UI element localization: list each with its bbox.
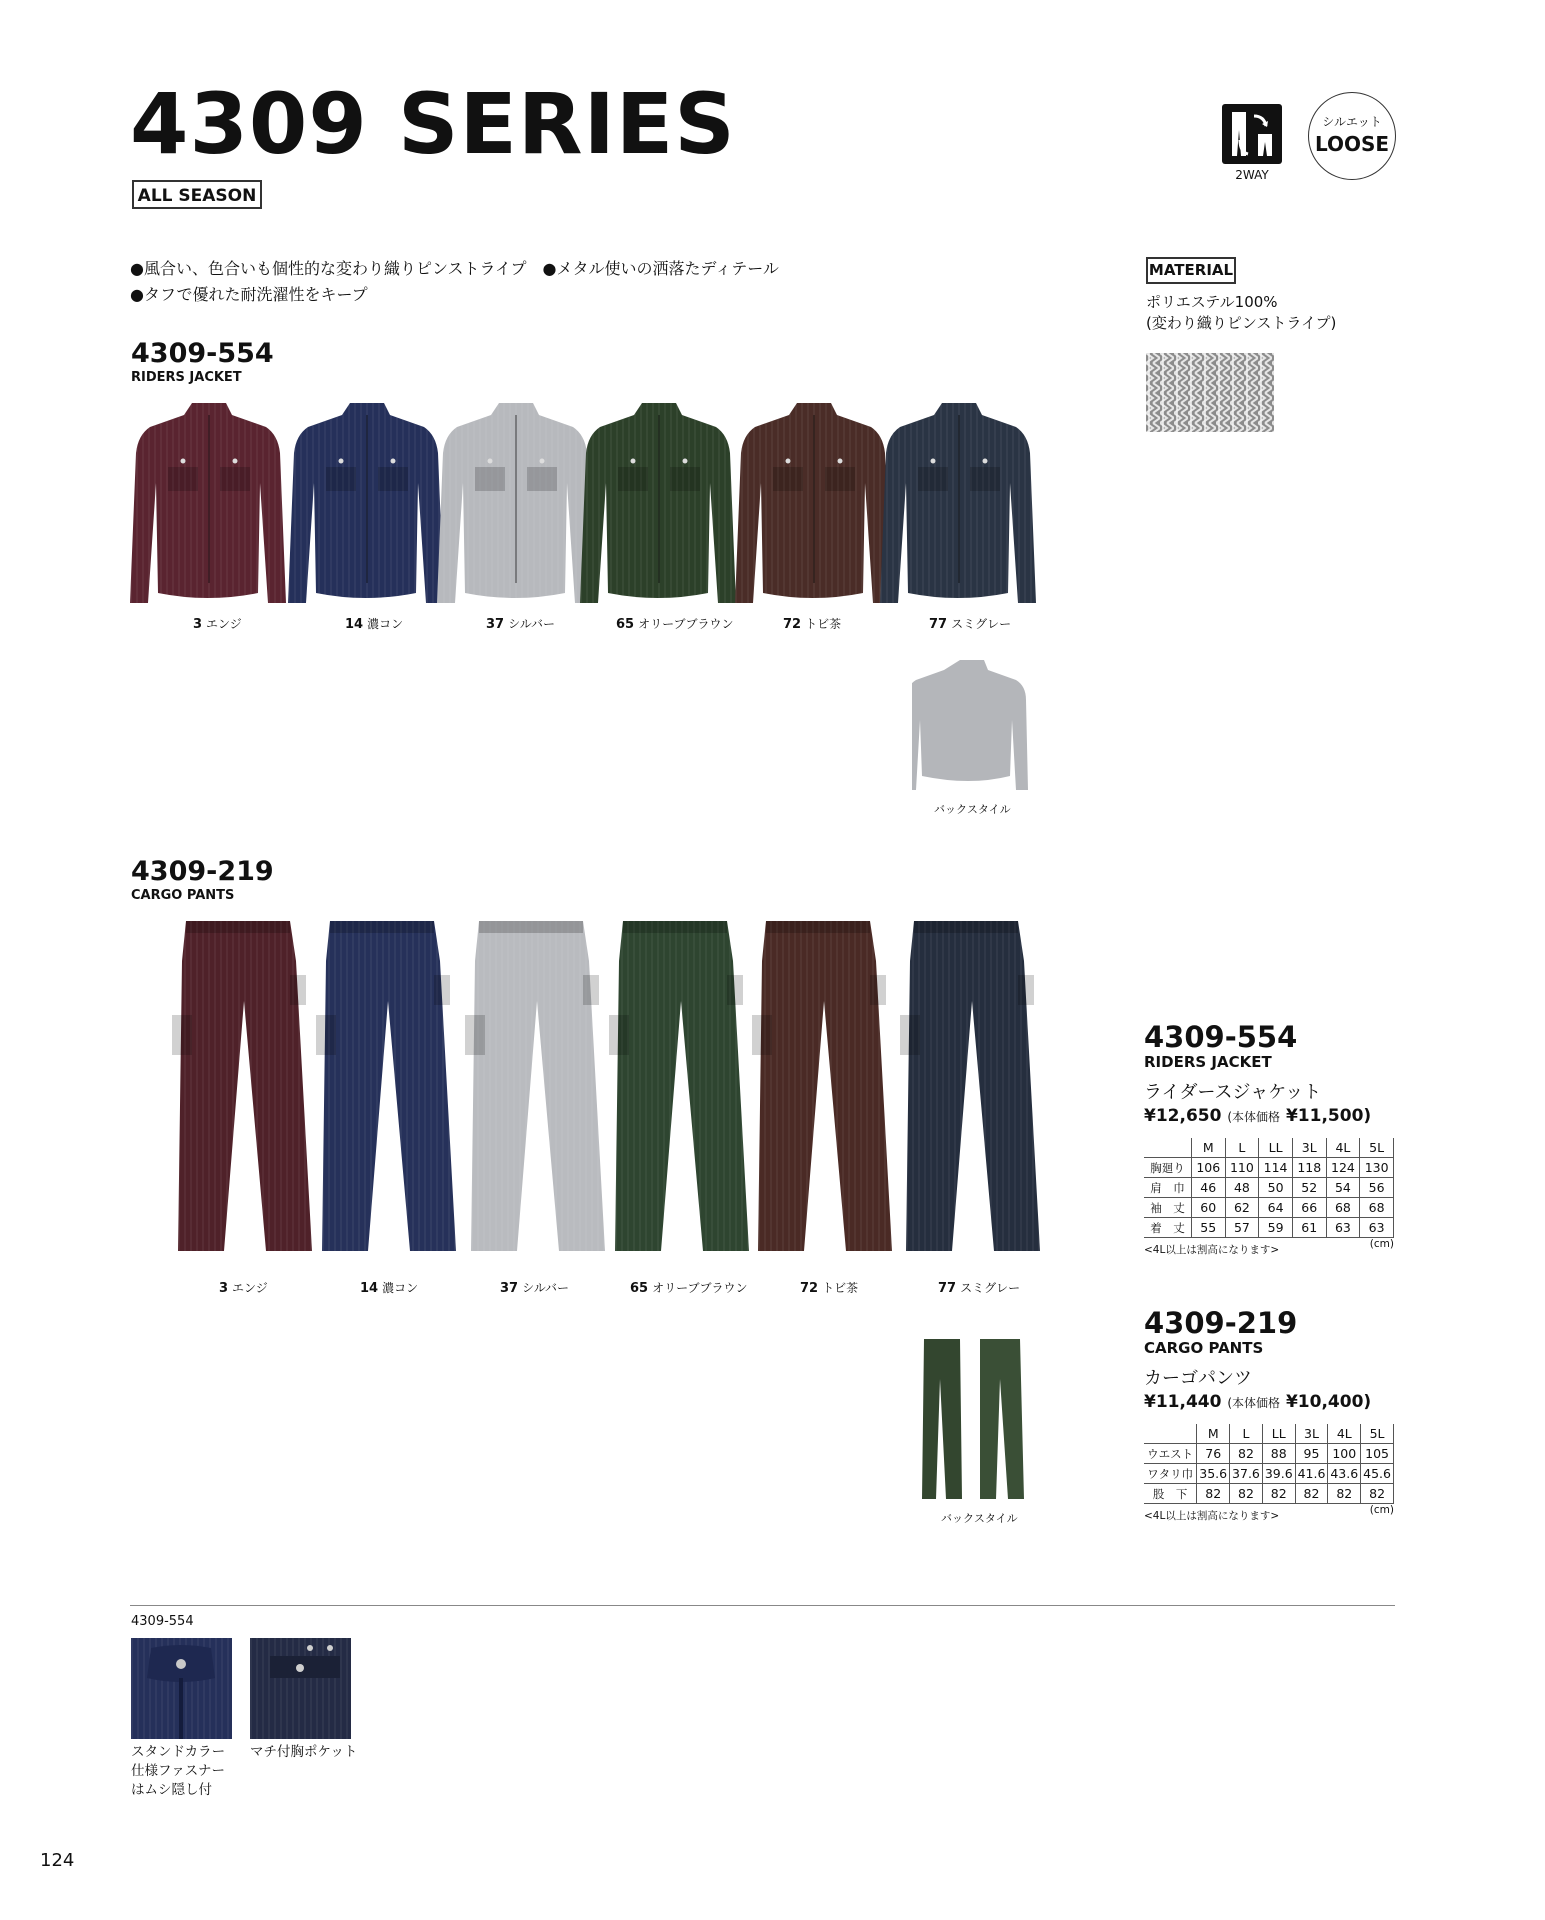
size-header: LL (1262, 1424, 1295, 1444)
spec-pants-unit: (cm) (1369, 1504, 1394, 1516)
spec-jacket-price-base: ¥11,500) (1285, 1106, 1372, 1126)
pants-color-label (938, 1279, 1020, 1296)
measure-value: 39.6 (1262, 1464, 1295, 1484)
measure-value: 37.6 (1230, 1464, 1263, 1484)
color-name: シルバー (522, 1281, 569, 1295)
pants-color-label (360, 1279, 418, 1296)
spec-jacket-unit: (cm) (1369, 1238, 1394, 1250)
detail-code: 4309-554 (131, 1614, 194, 1629)
measure-value: 130 (1360, 1158, 1394, 1178)
jacket-color-label (929, 615, 1011, 632)
spec-pants-footnote: <4L以上は割高になります> (1144, 1510, 1280, 1522)
material-description (1146, 292, 1336, 334)
jacket-name-en: RIDERS JACKET (131, 370, 242, 385)
spec-pants-notes (1144, 1504, 1394, 1522)
measure-value: 124 (1326, 1158, 1360, 1178)
spec-jacket-name-jp: ライダースジャケット (1144, 1082, 1322, 1103)
size-header: LL (1259, 1138, 1293, 1158)
color-number: 65 (630, 1281, 649, 1296)
color-name: 濃コン (367, 617, 404, 631)
measure-row (1144, 1198, 1394, 1218)
measure-value: 57 (1225, 1218, 1259, 1238)
measure-value: 64 (1259, 1198, 1293, 1218)
color-name: エンジ (206, 617, 242, 631)
feature-line: ●タフで優れた耐洗濯性をキープ (130, 285, 368, 304)
color-number: 14 (360, 1281, 379, 1296)
twoway-label: 2WAY (1235, 168, 1269, 182)
measure-label: 胸廻り (1144, 1158, 1191, 1178)
material-line: (変わり織りピンストライプ) (1146, 314, 1337, 332)
color-name: エンジ (232, 1281, 268, 1295)
pants-color-label (630, 1279, 748, 1296)
spec-pants-price-note: (本体価格 (1227, 1396, 1281, 1410)
measure-row (1144, 1218, 1394, 1238)
size-header-row (1144, 1138, 1394, 1158)
pants-photo (900, 915, 1040, 1265)
material-line: ポリエステル100% (1146, 293, 1278, 311)
measure-label: ワタリ巾 (1144, 1464, 1197, 1484)
jacket-color-label (486, 615, 555, 632)
jacket-photo (130, 395, 288, 615)
caption-line: スタンドカラー (131, 1744, 226, 1760)
spec-jacket (1144, 1020, 1394, 1256)
spec-pants-price-line (1144, 1392, 1394, 1412)
measure-value: 88 (1262, 1444, 1295, 1464)
color-number: 65 (616, 617, 635, 632)
color-number: 77 (929, 617, 948, 632)
color-number: 3 (193, 617, 203, 632)
jacket-back-photo (912, 656, 1032, 806)
size-header: 4L (1328, 1424, 1361, 1444)
feature-line: ●風合い、色合いも個性的な変わり織りピンストライプ ●メタル使いの洒落たディテール (130, 259, 779, 278)
size-header: 3L (1295, 1424, 1328, 1444)
measure-value: 66 (1292, 1198, 1326, 1218)
spec-jacket-price: ¥12,650 (1144, 1106, 1222, 1126)
color-name: スミグレー (960, 1281, 1021, 1295)
section-divider (130, 1605, 1395, 1606)
measure-value: 56 (1360, 1178, 1394, 1198)
measure-row (1144, 1178, 1394, 1198)
color-number: 72 (783, 617, 802, 632)
measure-value: 82 (1230, 1484, 1263, 1504)
jacket-color-label (616, 615, 734, 632)
measure-label: 袖 丈 (1144, 1198, 1191, 1218)
spec-jacket-price-line (1144, 1106, 1394, 1126)
spec-jacket-footnote: <4L以上は割高になります> (1144, 1244, 1280, 1256)
spec-jacket-notes (1144, 1238, 1394, 1256)
measure-value: 62 (1225, 1198, 1259, 1218)
jacket-color-label (783, 615, 841, 632)
pants-color-label (219, 1279, 268, 1296)
color-number: 3 (219, 1281, 229, 1296)
size-header-row (1144, 1424, 1394, 1444)
measure-value: 82 (1295, 1484, 1328, 1504)
corner-cell (1144, 1424, 1197, 1444)
size-header: 3L (1292, 1138, 1326, 1158)
jacket-photo (288, 395, 446, 615)
measure-value: 82 (1197, 1484, 1230, 1504)
season-badge: ALL SEASON (132, 180, 262, 209)
color-name: オリーブブラウン (638, 617, 734, 631)
measure-value: 82 (1262, 1484, 1295, 1504)
measure-value: 63 (1360, 1218, 1394, 1238)
pocket-detail-caption (250, 1743, 357, 1762)
silhouette-badge (1308, 92, 1396, 180)
measure-value: 82 (1230, 1444, 1263, 1464)
measure-value: 61 (1292, 1218, 1326, 1238)
size-header: M (1191, 1138, 1225, 1158)
measure-value: 54 (1326, 1178, 1360, 1198)
corner-cell (1144, 1138, 1191, 1158)
spec-jacket-name-en: RIDERS JACKET (1144, 1053, 1272, 1071)
spec-pants-price: ¥11,440 (1144, 1392, 1222, 1412)
color-number: 14 (345, 617, 364, 632)
pants-photo (316, 915, 456, 1265)
pocket-detail-photo (250, 1638, 351, 1739)
measure-value: 45.6 (1361, 1464, 1394, 1484)
pants-photo (609, 915, 749, 1265)
measure-value: 118 (1292, 1158, 1326, 1178)
spec-pants-table (1144, 1424, 1394, 1504)
pants-color-label (800, 1279, 858, 1296)
measure-label: ウエスト (1144, 1444, 1197, 1464)
series-title: 4309 SERIES (130, 75, 736, 173)
material-badge: MATERIAL (1146, 257, 1236, 284)
color-name: シルバー (508, 617, 555, 631)
measure-value: 95 (1295, 1444, 1328, 1464)
pants-back-photo (918, 1335, 1028, 1505)
measure-value: 50 (1259, 1178, 1293, 1198)
caption-line: マチ付胸ポケット (250, 1744, 358, 1760)
color-number: 77 (938, 1281, 957, 1296)
measure-value: 68 (1326, 1198, 1360, 1218)
jacket-heading (131, 340, 274, 384)
measure-row (1144, 1158, 1394, 1178)
measure-row (1144, 1444, 1394, 1464)
color-name: スミグレー (951, 617, 1012, 631)
feature-list (130, 256, 779, 308)
measure-value: 48 (1225, 1178, 1259, 1198)
size-header: 5L (1361, 1424, 1394, 1444)
jacket-photo (580, 395, 738, 615)
measure-row (1144, 1464, 1394, 1484)
measure-value: 55 (1191, 1218, 1225, 1238)
measure-value: 43.6 (1328, 1464, 1361, 1484)
measure-label: 着 丈 (1144, 1218, 1191, 1238)
jacket-photo (735, 395, 893, 615)
measure-value: 106 (1191, 1158, 1225, 1178)
jacket-photo (880, 395, 1038, 615)
color-number: 37 (500, 1281, 519, 1296)
color-number: 37 (486, 617, 505, 632)
jacket-color-label (345, 615, 403, 632)
spec-pants-price-base: ¥10,400) (1285, 1392, 1372, 1412)
spec-pants-name-jp: カーゴパンツ (1144, 1368, 1252, 1389)
caption-line: 仕様ファスナー (131, 1763, 225, 1779)
measure-value: 105 (1361, 1444, 1394, 1464)
measure-value: 76 (1197, 1444, 1230, 1464)
collar-detail-caption (131, 1743, 225, 1800)
jacket-back-caption: バックスタイル (934, 803, 1011, 816)
measure-value: 35.6 (1197, 1464, 1230, 1484)
spec-pants (1144, 1306, 1394, 1522)
size-header: 5L (1360, 1138, 1394, 1158)
spec-pants-code: 4309-219 (1144, 1306, 1298, 1340)
color-name: 濃コン (382, 1281, 419, 1295)
pants-photo (752, 915, 892, 1265)
collar-detail-photo (131, 1638, 232, 1739)
measure-value: 68 (1360, 1198, 1394, 1218)
spec-jacket-table (1144, 1138, 1394, 1238)
caption-line: はムシ隠し付 (131, 1782, 212, 1798)
measure-value: 114 (1259, 1158, 1293, 1178)
color-name: トビ茶 (822, 1281, 859, 1295)
fabric-swatch (1146, 353, 1274, 432)
size-header: L (1230, 1424, 1263, 1444)
jacket-color-label (193, 615, 242, 632)
pants-code: 4309-219 (131, 856, 274, 887)
measure-value: 60 (1191, 1198, 1225, 1218)
size-header: L (1225, 1138, 1259, 1158)
jacket-photo (437, 395, 595, 615)
measure-value: 82 (1361, 1484, 1394, 1504)
size-header: 4L (1326, 1138, 1360, 1158)
page-number: 124 (40, 1850, 75, 1871)
measure-value: 63 (1326, 1218, 1360, 1238)
jacket-code: 4309-554 (131, 338, 274, 369)
pants-name-en: CARGO PANTS (131, 888, 235, 903)
measure-label: 肩 巾 (1144, 1178, 1191, 1198)
measure-value: 100 (1328, 1444, 1361, 1464)
pants-back-caption: バックスタイル (941, 1512, 1018, 1525)
silhouette-label: シルエット (1322, 115, 1382, 129)
silhouette-value: LOOSE (1314, 132, 1390, 156)
spec-jacket-price-note: (本体価格 (1227, 1110, 1281, 1124)
size-header: M (1197, 1424, 1230, 1444)
spec-jacket-code: 4309-554 (1144, 1020, 1298, 1054)
color-number: 72 (800, 1281, 819, 1296)
pants-photo (172, 915, 312, 1265)
pants-photo (465, 915, 605, 1265)
color-name: オリーブブラウン (652, 1281, 748, 1295)
color-name: トビ茶 (805, 617, 842, 631)
measure-row (1144, 1484, 1394, 1504)
measure-value: 110 (1225, 1158, 1259, 1178)
measure-value: 59 (1259, 1218, 1293, 1238)
measure-value: 52 (1292, 1178, 1326, 1198)
pants-heading (131, 858, 274, 902)
measure-value: 46 (1191, 1178, 1225, 1198)
spec-pants-name-en: CARGO PANTS (1144, 1339, 1264, 1357)
measure-value: 41.6 (1295, 1464, 1328, 1484)
pants-color-label (500, 1279, 569, 1296)
measure-label: 股 下 (1144, 1484, 1197, 1504)
twoway-icon (1222, 104, 1282, 164)
measure-value: 82 (1328, 1484, 1361, 1504)
